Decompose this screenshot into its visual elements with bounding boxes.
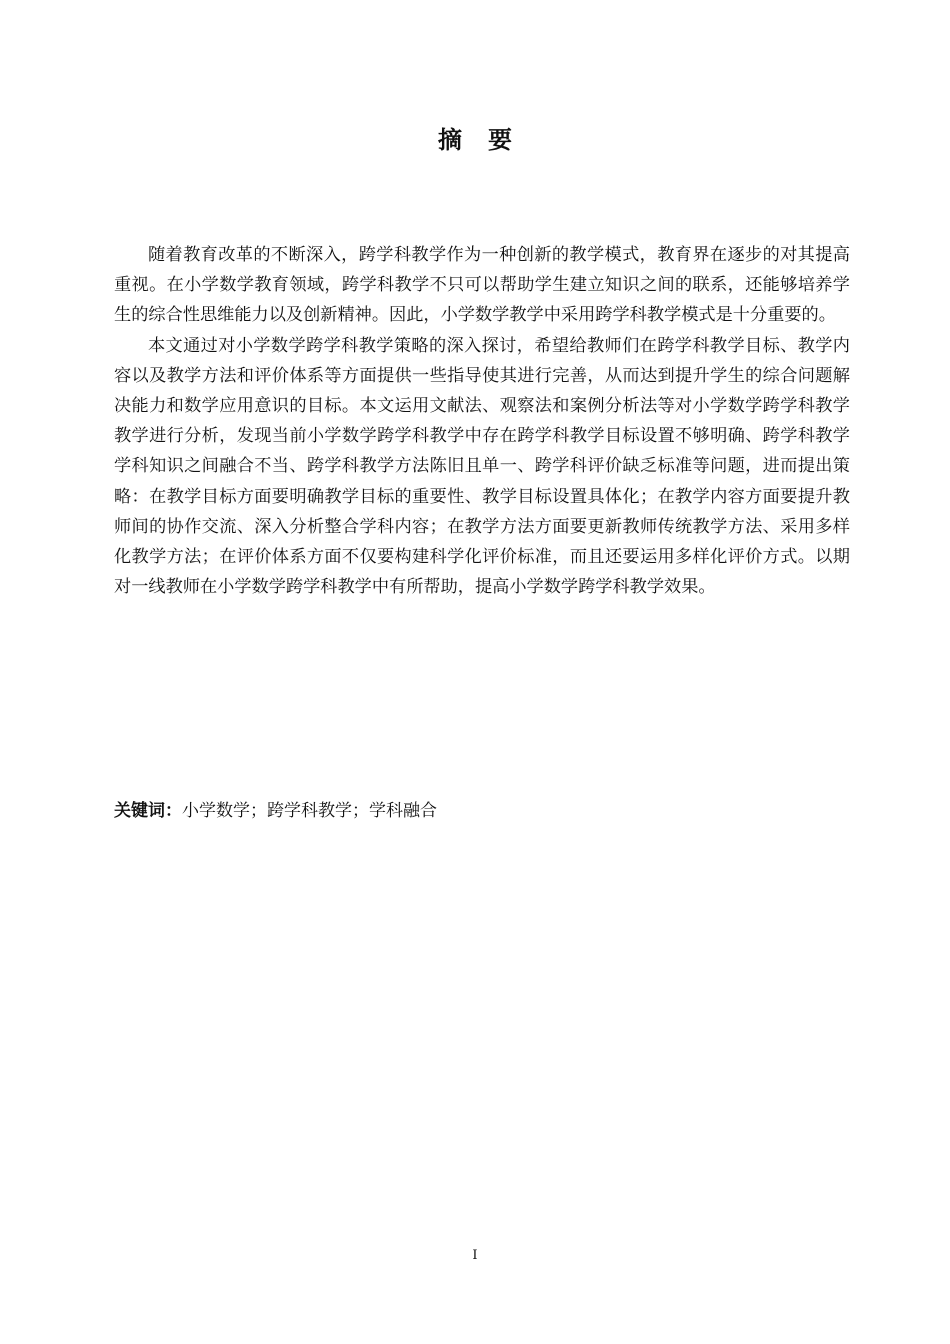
keywords-line [114, 796, 850, 826]
keywords-text: 小学数学；跨学科教学；学科融合 [182, 801, 437, 821]
abstract-paragraph-2: 本文通过对小学数学跨学科教学策略的深入探讨，希望给教师们在跨学科教学目标、教学内容以及教学方法和评价体系等方面提供一些指导使其进行完善，从而达到提升学生的综合问题解决能力和数学应用意识的目标。本文运用文献法、观察法和案例分析法等对小学数学跨学科教学教学进行分析，发现当前小学数学跨学科教学中存在跨学科教学目标设置不够明确、跨学科教学学科知识之间融合不当、跨学科教学方法陈旧且单一、跨学科评价缺乏标准等问题，进而提出策略：在教学目标方面要明确教学目标的重要性、教学目标设置具体化；在教学内容方面要提升教师间的协作交流、深入分析整合学科内容；在教学方法方面要更新教师传统教学方法、采用多样化教学方法；在评价体系方面不仅要构建科学化评价标准，而且还要运用多样化评价方式。以期对一线教师在小学数学跨学科教学中有所帮助，提高小学数学跨学科教学效果。 [114, 335, 850, 598]
keywords-label: 关键词： [114, 801, 182, 821]
abstract-body [114, 240, 850, 602]
page-number: I [472, 1248, 478, 1263]
abstract-title: 摘要 [438, 126, 538, 154]
abstract-paragraph-1: 随着教育改革的不断深入，跨学科教学作为一种创新的教学模式，教育界在逐步的对其提高重视。在小学数学教育领域，跨学科教学不只可以帮助学生建立知识之间的联系，还能够培养学生的综合性思维能力以及创新精神。因此，小学数学教学中采用跨学科教学模式是十分重要的。 [114, 245, 850, 326]
